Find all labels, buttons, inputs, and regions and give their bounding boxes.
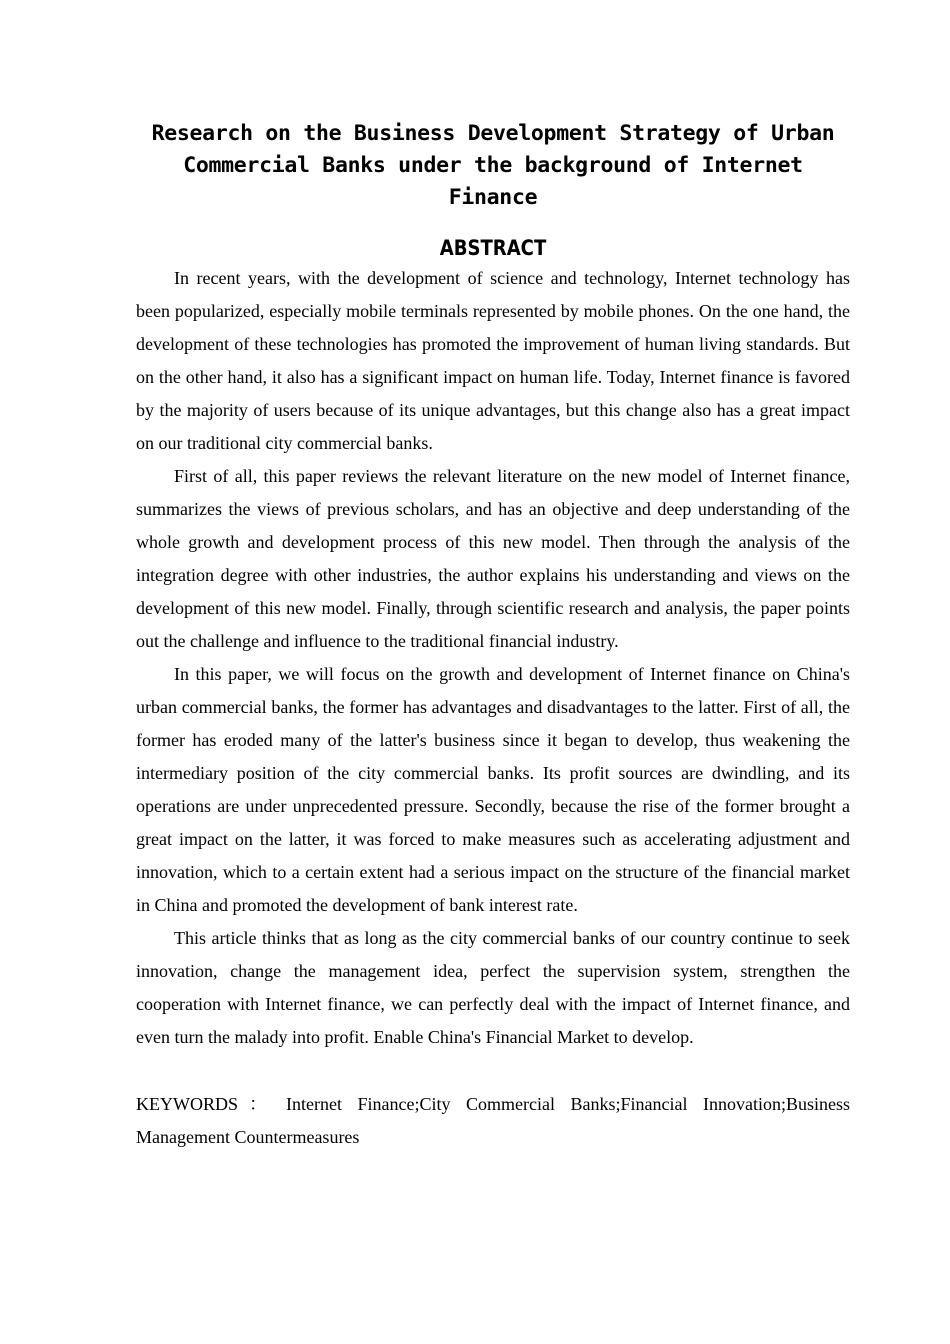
title-line: Research on the Business Development Strategy of Urban (151, 121, 835, 146)
abstract-paragraph: This article thinks that as long as the city commercial banks of our country continue to seek innovation, change the management idea, perfect the supervision system, strengthen the cooperation with Internet finance, we can perfectly deal with the impact of Internet finance, and even turn the malady into profit. Enable China's Financial Market to develop. (136, 928, 850, 1047)
abstract-paragraph: In recent years, with the development of science and technology, Internet technology has been popularized, especially mobile terminals represented by mobile phones. On the one hand, the development of these technologies has promoted the improvement of human living standards. But on the other hand, it also has a significant impact on human life. Today, Internet finance is favored by the majority of users because of its unique advantages, but this change also has a great impact on our traditional city commercial banks. (136, 268, 850, 453)
title-line: Finance (448, 185, 538, 210)
abstract-body (136, 262, 850, 1054)
keywords-section (136, 1088, 850, 1154)
abstract-paragraph: First of all, this paper reviews the relevant literature on the new model of Internet finance, summarizes the views of previous scholars, and has an objective and deep understanding of the whole growth and development process of this new model. Then through the analysis of the integration degree with other industries, the author explains his understanding and views on the development of this new model. Finally, through scientific research and analysis, the paper points out the challenge and influence to the traditional financial industry. (136, 466, 850, 651)
abstract-heading: ABSTRACT (439, 236, 547, 260)
keywords-text: Internet Finance;City Commercial Banks;Financial Innovation;Business Management Countermeasures (136, 1094, 850, 1147)
document-page (136, 118, 850, 1154)
keywords-label: KEYWORDS： (136, 1094, 279, 1114)
document-title (136, 118, 850, 214)
abstract-paragraph: In this paper, we will focus on the growth and development of Internet finance on China's urban commercial banks, the former has advantages and disadvantages to the latter. First of all, the former has eroded many of the latter's business since it began to develop, thus weakening the intermediary position of the city commercial banks. Its profit sources are dwindling, and its operations are under unprecedented pressure. Secondly, because the rise of the former brought a great impact on the latter, it was forced to make measures such as accelerating adjustment and innovation, which to a certain extent had a serious impact on the structure of the financial market in China and promoted the development of bank interest rate. (136, 664, 850, 915)
title-line: Commercial Banks under the background of Internet (183, 153, 803, 178)
